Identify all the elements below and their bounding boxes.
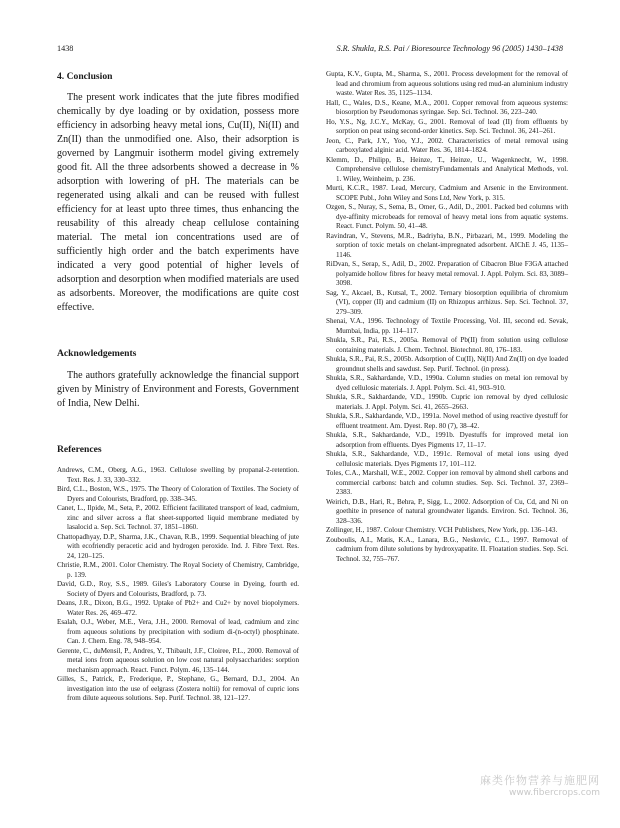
- reference-item: Weirich, D.B., Hari, R., Behra, P., Sigg, L., 2002. Adsorption of Cu, Cd, and Ni on goethite in presence of natural groundwater ligands. Environ. Sci. Technol. 36, 328–336.: [326, 497, 568, 525]
- reference-item: Deans, J.R., Dixon, B.G., 1992. Uptake of Pb2+ and Cu2+ by novel biopolymers. Water Res. 26, 469–472.: [57, 599, 299, 617]
- reference-item: Shukla, S.R., Pai, R.S., 2005a. Removal of Pb(II) from solution using cellulose containing materials. J. Chem. Technol. Biotechnol. 80, 176–183.: [326, 336, 568, 354]
- reference-list-right: [326, 70, 568, 564]
- running-title: S.R. Shukla, R.S. Pai / Bioresource Technology 96 (2005) 1430–1438: [336, 44, 563, 53]
- reference-item: Gerente, C., duMensil, P., Andres, Y., Thibault, J.F., Cloiree, P.L., 2000. Removal of metal ions from aqueous solution on low cost natural polysaccharides: sorption mechanism approach. React. Funct. Polym. 46, 135–144.: [57, 646, 299, 674]
- watermark: [480, 772, 600, 798]
- reference-item: Bird, C.L., Boston, W.S., 1975. The Theory of Coloration of Textiles. The Society of Dyers and Colourists, Bradford, pp. 338–345.: [57, 485, 299, 503]
- reference-item: Christie, R.M., 2001. Color Chemistry. The Royal Society of Chemistry, Cambridge, p. 139.: [57, 561, 299, 579]
- reference-item: Canet, L., Ilpide, M., Seta, P., 2002. Efficient facilitated transport of lead, cadmium, zinc and silver across a flat sheet-supported liquid membrane mediated by lasalocid a. Sep. Sci. Technol. 37, 1851–1860.: [57, 504, 299, 531]
- reference-item: Murti, K.C.R., 1987. Lead, Mercury, Cadmium and Arsenic in the Environment. SCOPE Publ., John Wiley and Sons Ltd, New York, p. 315.: [326, 184, 568, 202]
- reference-item: Sag, Y., Akcael, B., Kutsal, T., 2002. Ternary biosorption equilibria of chromium (VI), copper (II) and cadmium (II) on Rhizopus arrhizus. Sep. Sci. Technol. 37, 279–309.: [326, 288, 568, 316]
- reference-item: Ho, Y.S., Ng, J.C.Y., McKay, G., 2001. Removal of lead (II) from effluents by sorption on peat using second-order kinetics. Sep. Sci. Technol. 36, 241–261.: [326, 117, 568, 135]
- reference-item: Andrews, C.M., Oberg, A.G., 1963. Cellulose swelling by propanal-2-retention. Text. Res. J. 33, 330–332.: [57, 466, 299, 484]
- conclusion-heading: 4. Conclusion: [57, 71, 113, 82]
- reference-item: Hall, C., Wales, D.S., Keane, M.A., 2001. Copper removal from aqueous systems: biosorption by Pseudomonas syringae. Sep. Sci. Technol. 36, 223–240.: [326, 98, 568, 116]
- reference-item: Shukla, S.R., Sakhardande, V.D., 1991b. Dyestuffs for improved metal ion adsorption from effluents. Dyes Pigments 17, 11–17.: [326, 431, 568, 449]
- reference-item: Shukla, S.R., Sakhardande, V.D., 1991a. Novel method of using reactive dyestuff for effluent treatment. Am. Dyest. Rep. 80 (7), 38–42.: [326, 412, 568, 430]
- reference-item: David, G.D., Roy, S.S., 1989. Giles's Laboratory Course in Dyeing, fourth ed. Society of Dyers and Colourists, Bradford, p. 73.: [57, 580, 299, 598]
- references-heading: References: [57, 444, 102, 455]
- reference-item: Ravindran, V., Stevens, M.R., Badriyha, B.N., Pirbazari, M., 1999. Modeling the sorption of toxic metals on chelant-impregnated adsorbent. AIChE J. 45, 1135–1146.: [326, 231, 568, 259]
- reference-item: Shukla, S.R., Pai, R.S., 2005b. Adsorption of Cu(II), Ni(II) And Zn(II) on dye loaded groundnut shells and sawdust. Sep. Purif. Technol. (in press).: [326, 355, 568, 373]
- reference-item: Gupta, K.V., Gupta, M., Sharma, S., 2001. Process development for the removal of lead and chromium from aqueous solutions using red mud-an aluminium industry waste. Water Res. 35, 1125–1134.: [326, 70, 568, 97]
- reference-item: Ozgen, S., Nuray, S., Sema, B., Omer, G., Adil, D., 2001. Packed bed columns with dye-affinity microbeads for removal of heavy metal ions from aquatic systems. React. Funct. Polym. 50, 41–48.: [326, 203, 568, 230]
- acknowledgements-text: The authors gratefully acknowledge the financial support given by Ministry of Environment and Forests, Government of India, New Delhi.: [57, 370, 299, 409]
- reference-item: Jeon, C., Park, J.Y., Yoo, Y.J., 2002. Characteristics of metal removal using carboxylated alginic acid. Water Res. 36, 1814–1824.: [326, 136, 568, 154]
- reference-item: Shukla, S.R., Sakhardande, V.D., 1990a. Column studies on metal ion removal by dyed cellulosic materials. J. Appl. Polym. Sci. 41, 903–910.: [326, 374, 568, 392]
- reference-item: Klemm, D., Philipp, B., Heinze, T., Heinze, U., Wagenknecht, W., 1998. Comprehensive cellulose chemistryFundamentals and Analytical Methods, vol. 1. Wiley, Weinheim, p. 236.: [326, 155, 568, 183]
- reference-item: Shenai, V.A., 1996. Technology of Textile Processing, Vol. III, second ed. Sevak, Mumbai, India, pp. 114–117.: [326, 317, 568, 335]
- reference-list-left: [57, 466, 299, 704]
- reference-item: Chattopadhyay, D.P., Sharma, J.K., Chavan, R.B., 1999. Sequential bleaching of jute with ecofriendly peracetic acid and hydrogen peroxide. Ind. J. Fibre Text. Res. 24, 120–125.: [57, 532, 299, 560]
- reference-item: Shukla, S.R., Sakhardande, V.D., 1990b. Cupric ion removal by dyed cellulosic materials. J. Appl. Polym. Sci. 41, 2655–2663.: [326, 393, 568, 411]
- reference-item: Zollinger, H., 1987. Colour Chemistry. VCH Publishers, New York, pp. 136–143.: [326, 526, 558, 534]
- reference-item: Shukla, S.R., Sakhardande, V.D., 1991c. Removal of metal ions using dyed cellulosic materials. Dyes Pigments 17, 101–112.: [326, 450, 568, 468]
- reference-item: RiDvan, S., Serap, S., Adil, D., 2002. Preparation of Cibacron Blue F3GA attached polyamide hollow fibres for heavy metal removal. J. Appl. Polym. Sci. 83, 3089–3098.: [326, 260, 568, 287]
- right-column: [326, 70, 568, 564]
- acknowledgements-heading: Acknowledgements: [57, 348, 137, 359]
- reference-item: Toles, C.A., Marshall, W.E., 2002. Copper ion removal by almond shell carbons and commercial carbons: batch and column studies. Sep. Sci. Technol. 37, 2369–2383.: [326, 469, 568, 496]
- reference-item: Gilles, S., Patrick, P., Frederique, P., Stephane, G., Bernard, D.J., 2004. An investigation into the use of eelgrass (Zostera noltii) for removal of cupric ions from dilute aqueous solutions. Sep. Purif. Technol. 38, 121–127.: [57, 675, 299, 702]
- conclusion-text: The present work indicates that the jute fibres modified chemically by dye loading or by oxidation, possess more efficiency in adsorbing heavy metal ions, Cu(II), Ni(II) and Zn(II) than the unmodified one. Also, their adsorption is governed by Langmuir isotherm model giving extremely good fit. All the three adsorbents showed a decrease in % adsorption with lowering of pH. The materials can be regenerated using alkali and can be reused with fullest efficiency for at least upto three times, thus enhancing the reusability of this already cheap cellulose containing material. The metal ion concentrations used are of sufficiently high order and the batch experiments have indicated a very good potential of higher levels of adsorption and desorption when modified materials are used as adsorbents. Moreover, the modifications are quite cost effective.: [57, 92, 299, 313]
- reference-item: Esalah, O.J., Weber, M.E., Vera, J.H., 2000. Removal of lead, cadmium and zinc from aqueous solutions by precipitation with sodium di-(n-octyl) phosphinate. Can. J. Chem. Eng. 78, 948–954.: [57, 618, 299, 645]
- watermark-url: www.fibercrops.com: [509, 788, 600, 798]
- reference-item: Zouboulis, A.I., Matis, K.A., Lanara, B.G., Neskovic, C.L., 1997. Removal of cadmium from dilute solutions by hydroxyapatite. II. Floatation studies. Sep. Sci. Technol. 32, 755–767.: [326, 535, 568, 563]
- watermark-site-name: 麻类作物营养与施肥网: [480, 774, 600, 787]
- page-number: 1438: [57, 44, 74, 53]
- left-column: [57, 70, 299, 704]
